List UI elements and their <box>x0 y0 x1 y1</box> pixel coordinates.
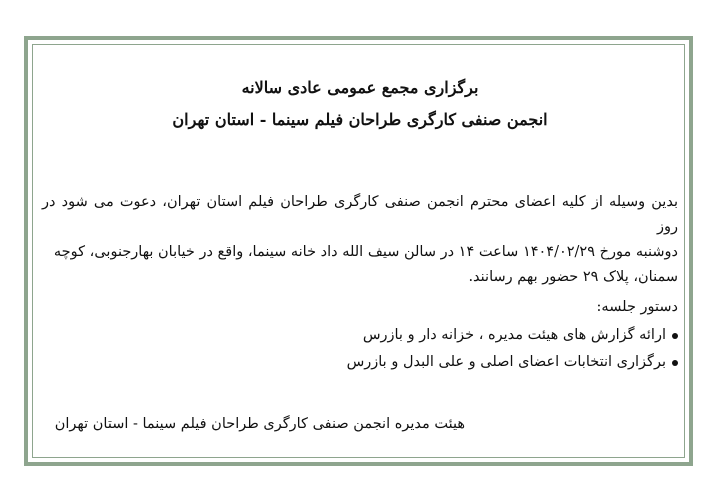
bullet-icon <box>672 360 678 366</box>
agenda-item <box>42 349 678 376</box>
invitation-line: دوشنبه مورخ ۱۴۰۴/۰۲/۲۹ ساعت ۱۴ در سالن سیف الله داد خانه سینما، واقع در خیابان بهارجنوبی، کوچه <box>53 244 678 260</box>
invitation-line: سمنان، پلاک ۲۹ حضور بهم رسانند. <box>468 269 678 285</box>
invitation-line: بدین وسیله از کلیه اعضای محترم انجمن صنفی کارگری طراحان فیلم استان تهران، دعوت می شود در روز <box>42 194 678 235</box>
agenda-item-text: ارائه گزارش های هیئت مدیره ، خزانه دار و بازرس <box>362 327 666 343</box>
agenda-item-text: برگزاری انتخابات اعضای اصلی و علی البدل و بازرس <box>346 354 666 370</box>
agenda-heading: دستور جلسه: <box>596 299 678 315</box>
notice-content <box>42 0 678 500</box>
notice-title: برگزاری مجمع عمومی عادی سالانه <box>241 78 479 97</box>
agenda-list <box>42 322 678 376</box>
signature: هیئت مدیره انجمن صنفی کارگری طراحان فیلم سینما - استان تهران <box>54 416 465 432</box>
bullet-icon <box>672 333 678 339</box>
invitation-paragraph <box>42 190 678 290</box>
notice-subtitle: انجمن صنفی کارگری طراحان فیلم سینما - استان تهران <box>172 110 548 129</box>
agenda-item <box>42 322 678 349</box>
